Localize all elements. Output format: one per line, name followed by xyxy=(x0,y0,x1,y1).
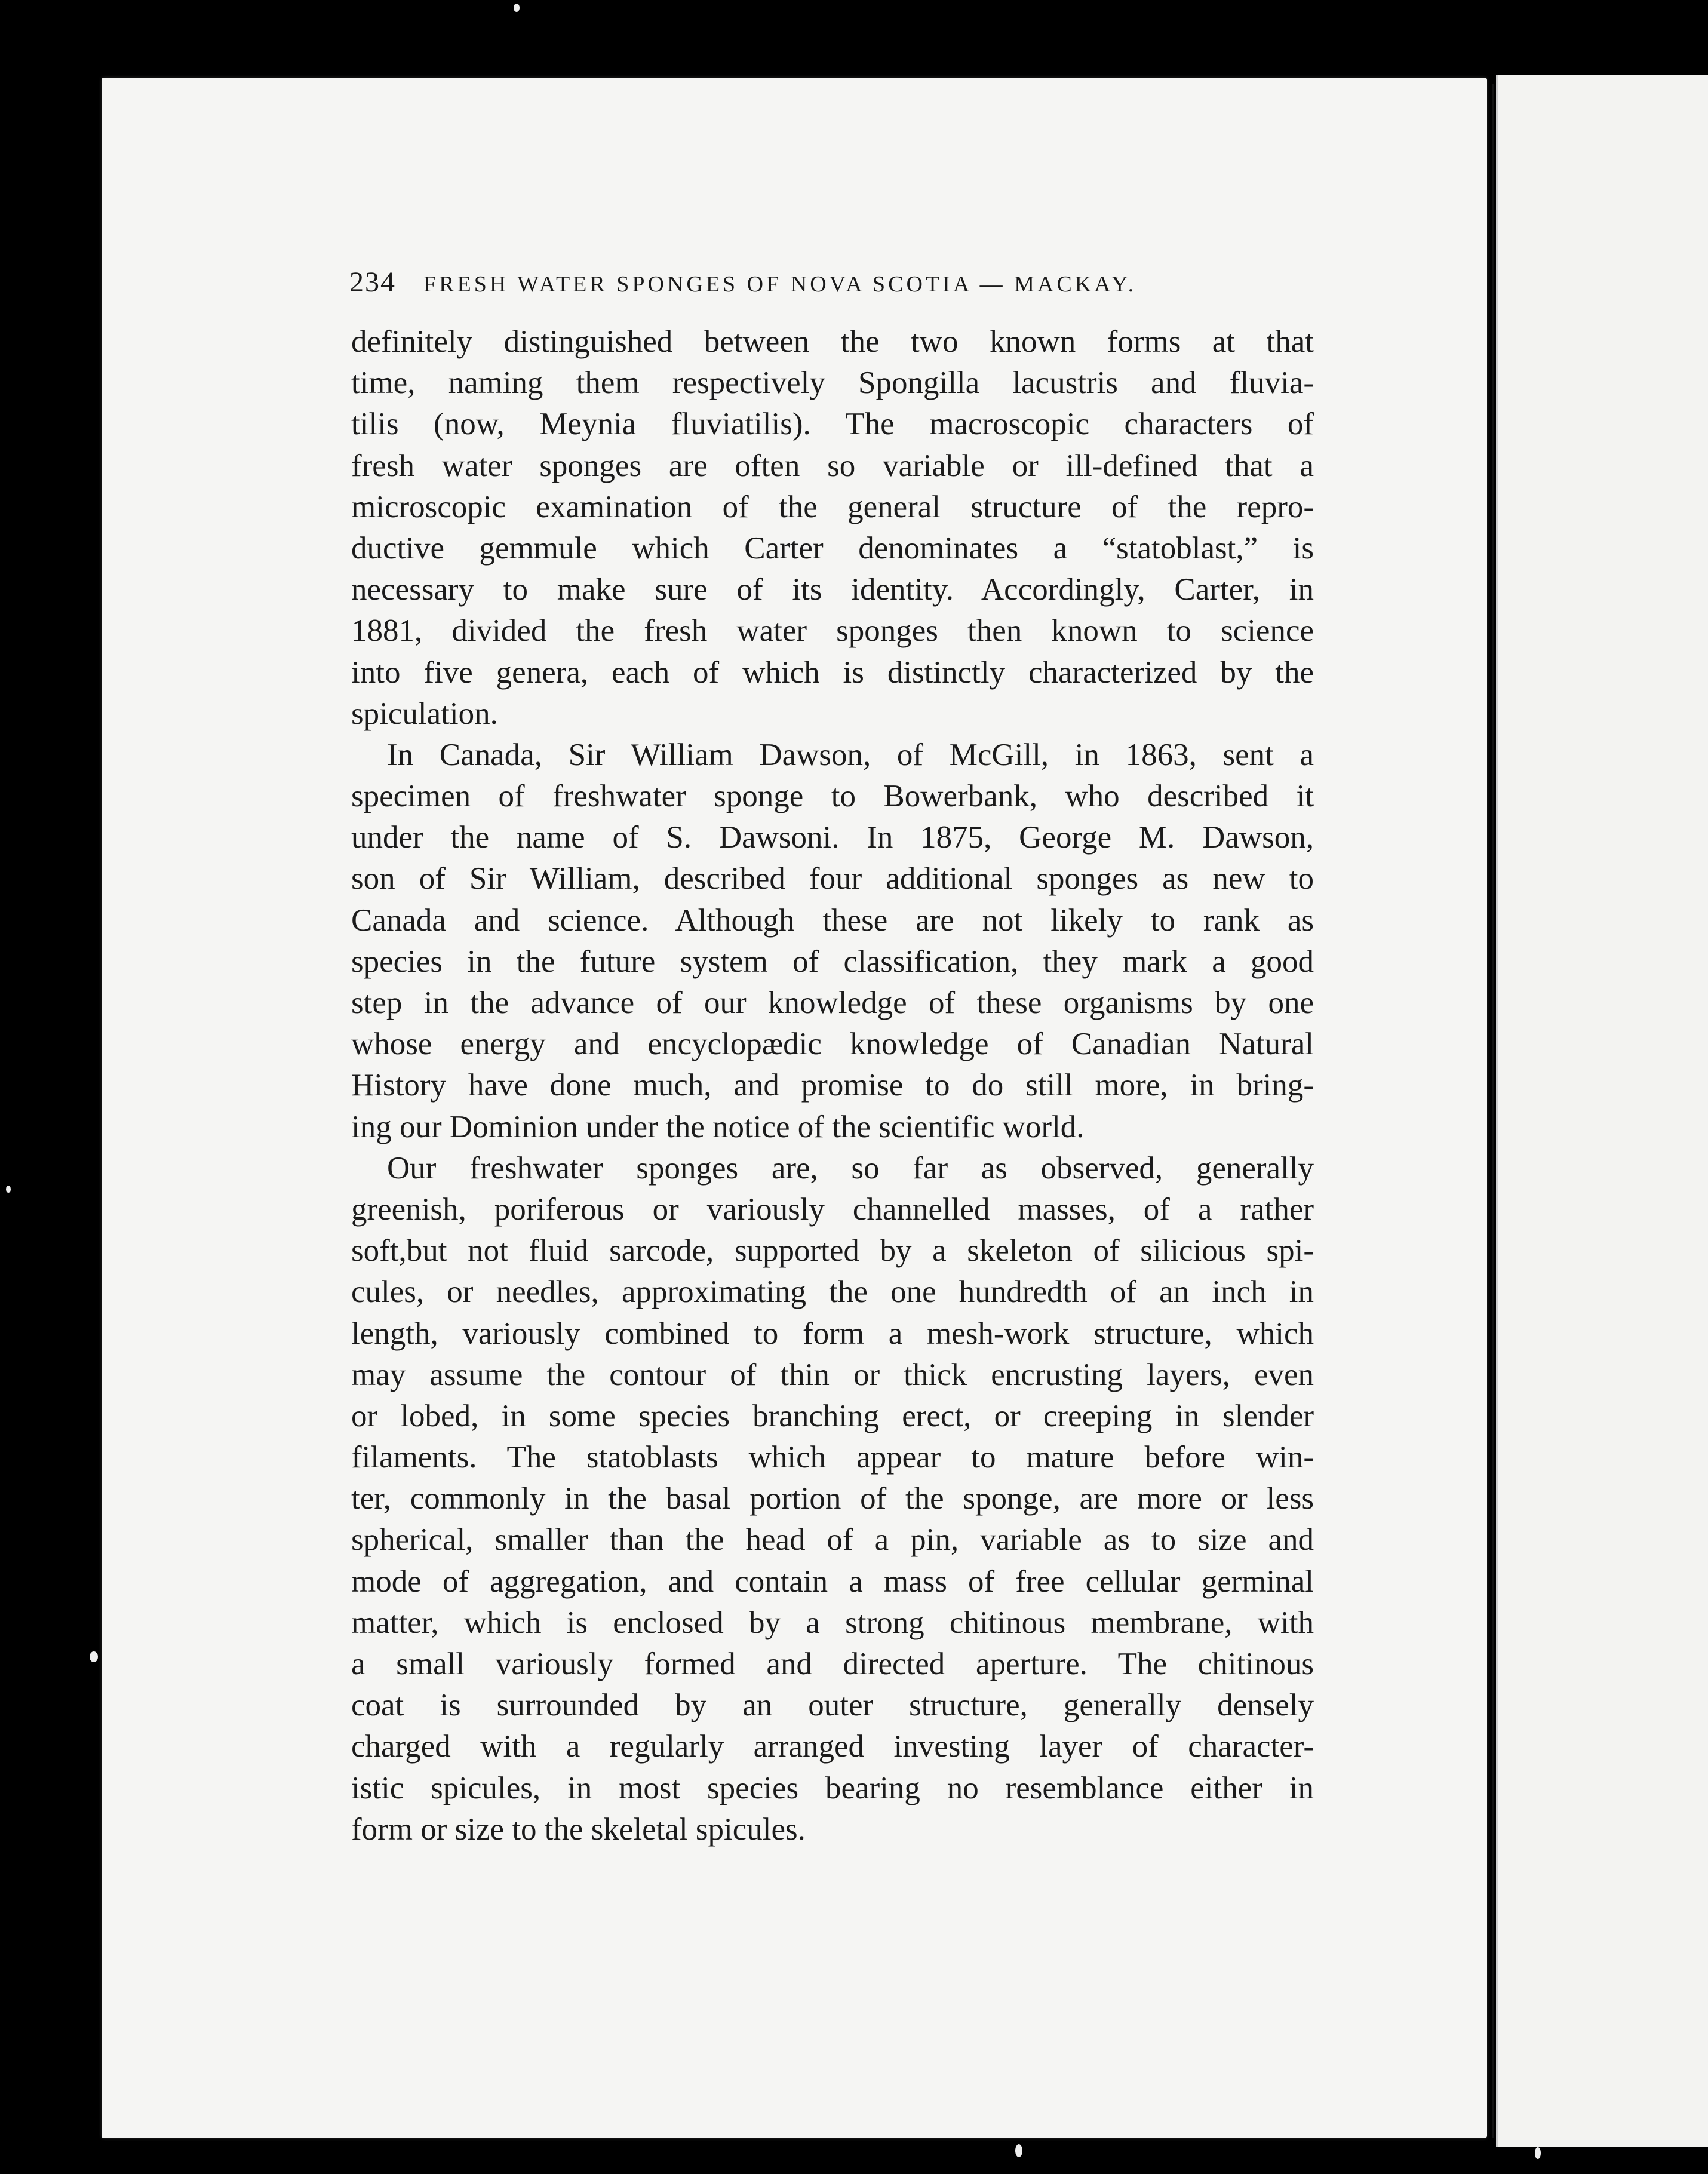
text-line: step in the advance of our knowledge of these organisms by one xyxy=(351,985,1314,1020)
text-line: son of Sir William, described four additional sponges as new to xyxy=(351,861,1314,896)
text-line: ing our Dominion under the notice of the scientific world. xyxy=(351,1109,1085,1144)
text-line: microscopic examination of the general structure of the repro- xyxy=(351,489,1314,524)
text-line: form or size to the skeletal spicules. xyxy=(351,1811,806,1847)
page-number: 234 xyxy=(349,266,396,298)
text-line: into five genera, each of which is distinctly characterized by the xyxy=(351,655,1314,690)
paragraph-1 xyxy=(351,321,1314,735)
text-line: Canada and science. Although these are not likely to rank as xyxy=(351,902,1314,938)
text-line: greenish, poriferous or variously channelled masses, of a rather xyxy=(351,1192,1314,1227)
text-line: soft,but not fluid sarcode, supported by a skeleton of silicious spi- xyxy=(351,1233,1314,1269)
text-line: ter, commonly in the basal portion of the sponge, are more or less xyxy=(351,1481,1314,1516)
dust-speck xyxy=(1015,2144,1022,2157)
dust-speck xyxy=(90,1651,98,1662)
text-line: charged with a regularly arranged investing layer of character- xyxy=(351,1729,1314,1764)
text-line: 1881, divided the fresh water sponges then known to science xyxy=(351,613,1314,649)
running-head xyxy=(349,266,1209,299)
text-line: fresh water sponges are often so variable or ill-defined that a xyxy=(351,448,1314,483)
body-text xyxy=(351,321,1314,1850)
facing-page-edge xyxy=(1496,75,1708,2147)
text-line: whose energy and encyclopædic knowledge of Canadian Natural xyxy=(351,1027,1314,1062)
text-line: length, variously combined to form a mesh-work structure, which xyxy=(351,1316,1314,1351)
text-line: may assume the contour of thin or thick encrusting layers, even xyxy=(351,1357,1314,1392)
dust-speck xyxy=(1535,2147,1541,2159)
text-line: spherical, smaller than the head of a pin, variable as to size and xyxy=(351,1522,1314,1558)
paragraph-2 xyxy=(351,735,1314,1148)
text-line: time, naming them respectively Spongilla lacustris and fluvia- xyxy=(351,366,1314,401)
dust-speck xyxy=(6,1186,11,1193)
text-line: tilis (now, Meynia fluviatilis). The macroscopic characters of xyxy=(351,407,1314,442)
text-line: or lobed, in some species branching erect, or creeping in slender xyxy=(351,1398,1314,1433)
text-line: necessary to make sure of its identity. Accordingly, Carter, in xyxy=(351,572,1314,607)
text-line: History have done much, and promise to do still more, in bring- xyxy=(351,1068,1314,1103)
text-line: matter, which is enclosed by a strong chitinous membrane, with xyxy=(351,1605,1314,1640)
text-line: under the name of S. Dawsoni. In 1875, George M. Dawson, xyxy=(351,820,1314,855)
text-line: Our freshwater sponges are, so far as observed, generally xyxy=(387,1150,1314,1186)
text-line: specimen of freshwater sponge to Bowerbank, who described it xyxy=(351,779,1314,814)
text-line: In Canada, Sir William Dawson, of McGill, in 1863, sent a xyxy=(387,737,1314,772)
text-line: species in the future system of classification, they mark a good xyxy=(351,944,1314,979)
text-line: filaments. The statoblasts which appear to mature before win- xyxy=(351,1440,1314,1475)
text-line: spiculation. xyxy=(351,696,498,731)
dust-speck xyxy=(514,4,520,12)
text-line: coat is surrounded by an outer structure, generally densely xyxy=(351,1688,1314,1723)
running-title: FRESH WATER SPONGES OF NOVA SCOTIA — MACKAY. xyxy=(423,272,1137,297)
paragraph-3 xyxy=(351,1148,1314,1850)
text-line: cules, or needles, approximating the one hundredth of an inch in xyxy=(351,1275,1314,1310)
page-gutter-shadow xyxy=(1492,84,1494,2138)
text-line: mode of aggregation, and contain a mass of free cellular germinal xyxy=(351,1564,1314,1599)
text-line: ductive gemmule which Carter denominates a “statoblast,” is xyxy=(351,530,1314,566)
text-line: a small variously formed and directed aperture. The chitinous xyxy=(351,1647,1314,1681)
text-line: istic spicules, in most species bearing no resemblance either in xyxy=(351,1770,1314,1805)
text-line: definitely distinguished between the two known forms at that xyxy=(351,324,1314,359)
